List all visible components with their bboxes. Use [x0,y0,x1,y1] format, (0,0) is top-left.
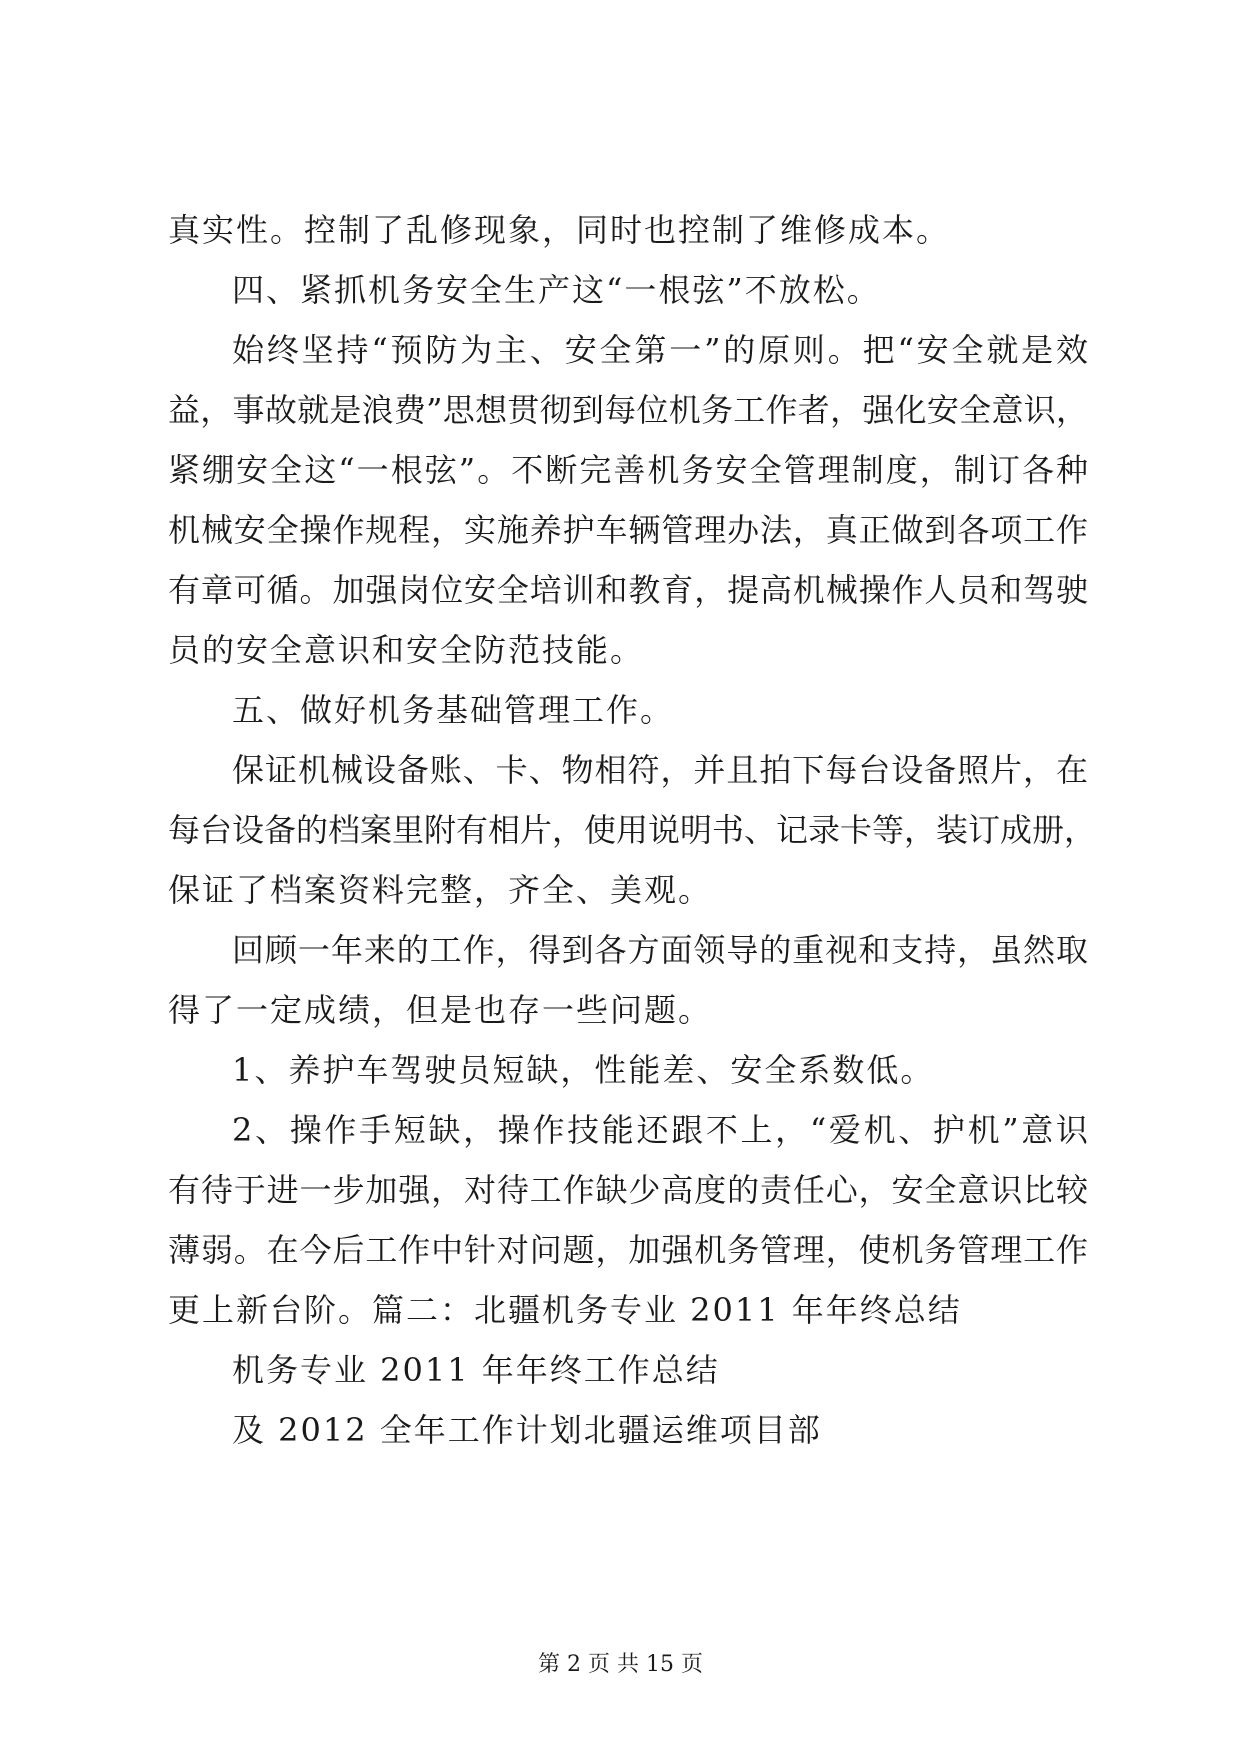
section-heading: 五、做好机务基础管理工作。 [232,691,675,729]
text-line: 始终坚持“预防为主、安全第一”的原则。把“安全就是效 [232,331,1088,369]
text-line: 益，事故就是浪费”思想贯彻到每位机务工作者，强化安全意识， [168,391,1088,429]
text-line: 保证了档案资料完整，齐全、美观。 [168,871,713,909]
text-line: 保证机械设备账、卡、物相符，并且拍下每台设备照片，在 [232,751,1088,789]
list-item: 1、养护车驾驶员短缺，性能差、安全系数低。 [232,1051,935,1089]
text-line: 员的安全意识和安全防范技能。 [168,631,645,669]
text-line: 机械安全操作规程，实施养护车辆管理办法，真正做到各项工作 [168,511,1088,549]
list-item: 2、操作手短缺，操作技能还跟不上，“爱机、护机”意识 [232,1111,1088,1149]
text-line: 机务专业 2011 年年终工作总结 [232,1351,720,1389]
text-line: 真实性。控制了乱修现象，同时也控制了维修成本。 [168,211,951,249]
text-line: 有章可循。加强岗位安全培训和教育，提高机械操作人员和驾驶 [168,571,1088,609]
text-line: 薄弱。在今后工作中针对问题，加强机务管理，使机务管理工作 [168,1231,1088,1269]
text-line: 有待于进一步加强，对待工作缺少高度的责任心，安全意识比较 [168,1171,1088,1209]
text-line: 回顾一年来的工作，得到各方面领导的重视和支持，虽然取 [232,931,1088,969]
section-heading: 四、紧抓机务安全生产这“一根弦”不放松。 [232,271,881,309]
text-line: 及 2012 全年工作计划北疆运维项目部 [232,1411,822,1449]
text-line: 得了一定成绩，但是也存一些问题。 [168,991,713,1029]
text-line: 紧绷安全这“一根弦”。不断完善机务安全管理制度，制订各种 [168,451,1088,489]
page-number-footer: 第 2 页 共 15 页 [538,1652,703,1677]
text-line: 每台设备的档案里附有相片，使用说明书、记录卡等，装订成册， [168,811,1097,849]
text-line: 更上新台阶。篇二：北疆机务专业 2011 年年终总结 [168,1291,962,1329]
document-body [168,200,1097,1460]
